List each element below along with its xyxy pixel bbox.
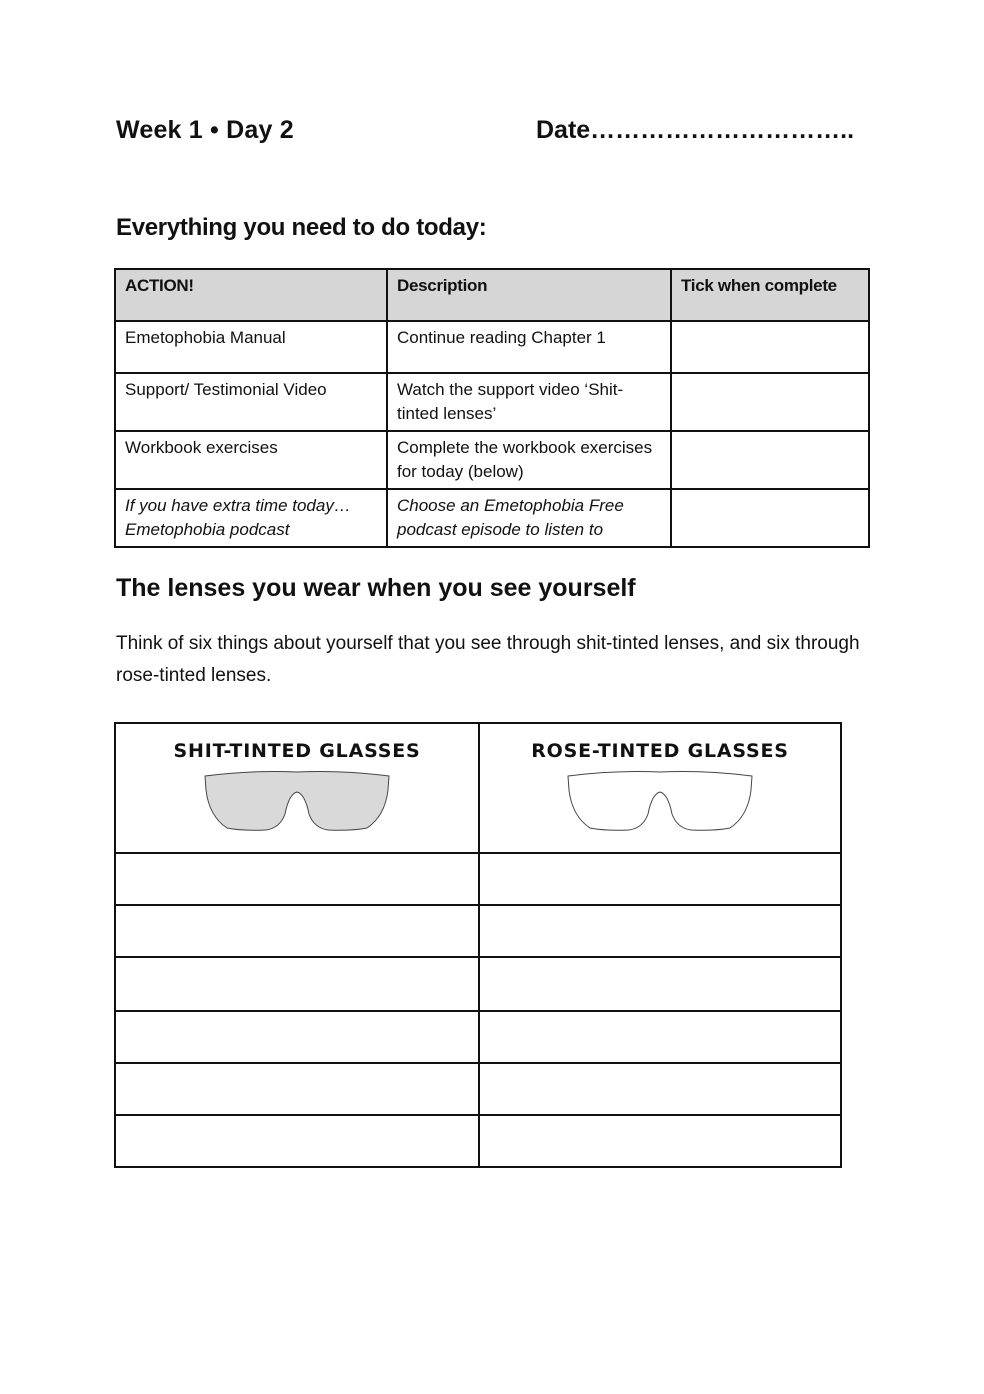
shit-tinted-label: SHIT-TINTED GLASSES [173,740,421,762]
task-action: Workbook exercises [115,431,387,489]
shit-tinted-entry[interactable] [115,1063,479,1115]
lenses-table-header [115,723,841,853]
table-row [115,373,869,431]
table-row [115,1063,841,1115]
lenses-intro-text: Think of six things about yourself that you see through shit-tinted lenses, and six through rose-tinted lenses. [116,633,860,686]
task-action: Support/ Testimonial Video [115,373,387,431]
tick-cell[interactable] [671,321,869,373]
task-description: Watch the support video ‘Shit-tinted lenses’ [387,373,671,431]
right-lens-shape [568,772,752,831]
column-header-action: ACTION! [115,269,387,321]
table-row [115,321,869,373]
week-day-title: Week 1 • Day 2 [116,116,294,144]
shit-tinted-entry[interactable] [115,905,479,957]
rose-tinted-entry[interactable] [479,957,841,1011]
left-lens-shape [205,772,389,831]
task-description: Complete the workbook exercises for today (below) [387,431,671,489]
column-header-tick: Tick when complete [671,269,869,321]
rose-tinted-entry[interactable] [479,1011,841,1063]
tick-cell[interactable] [671,373,869,431]
table-row [115,1011,841,1063]
todo-table [114,268,870,548]
table-row [115,905,841,957]
tick-cell[interactable] [671,431,869,489]
task-action-line: If you have extra time today… [125,496,351,515]
rose-tinted-entry[interactable] [479,853,841,905]
column-header-description: Description [387,269,671,321]
shaded-sunglasses-icon [202,768,392,832]
shit-tinted-header [115,723,479,853]
shit-tinted-entry[interactable] [115,1115,479,1167]
table-row [115,431,869,489]
rose-tinted-label: ROSE-TINTED GLASSES [531,740,789,762]
shit-tinted-entry[interactable] [115,957,479,1011]
lenses-section-title: The lenses you wear when you see yourself [116,574,636,602]
clear-glasses-icon [565,768,755,832]
lenses-table [114,722,842,1168]
page-header [116,116,866,150]
rose-tinted-entry[interactable] [479,1115,841,1167]
todo-table-header [115,269,869,321]
table-row [115,853,841,905]
task-description: Continue reading Chapter 1 [387,321,671,373]
shit-tinted-entry[interactable] [115,1011,479,1063]
table-row [115,957,841,1011]
rose-tinted-entry[interactable] [479,905,841,957]
task-action [115,489,387,547]
task-description: Choose an Emetophobia Free podcast episode to listen to [387,489,671,547]
table-row [115,1115,841,1167]
rose-tinted-header [479,723,841,853]
table-row [115,489,869,547]
todo-section-title: Everything you need to do today: [116,214,487,241]
date-field[interactable]: Date………………………….. [536,116,855,144]
task-action-line: Emetophobia podcast [125,520,290,539]
task-action: Emetophobia Manual [115,321,387,373]
shit-tinted-entry[interactable] [115,853,479,905]
rose-tinted-entry[interactable] [479,1063,841,1115]
tick-cell[interactable] [671,489,869,547]
